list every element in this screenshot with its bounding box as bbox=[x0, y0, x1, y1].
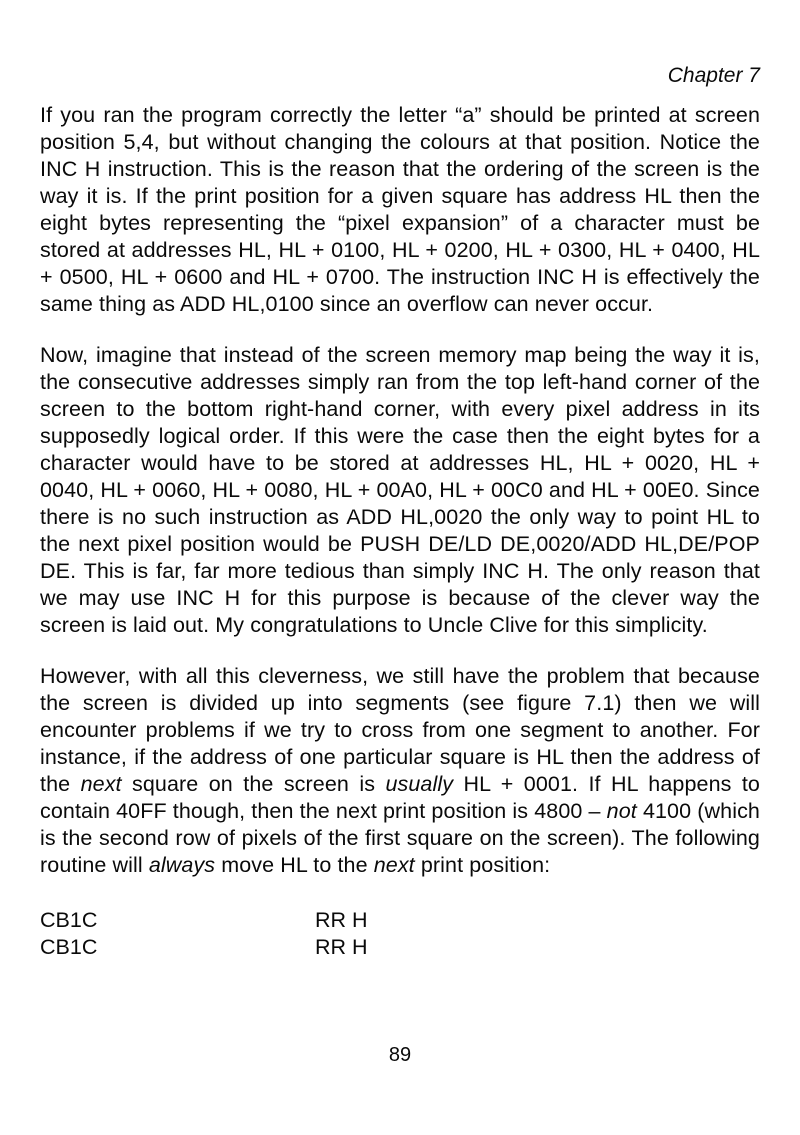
paragraph-3-text: move HL to the bbox=[215, 853, 374, 877]
italic-word-next-2: next bbox=[373, 853, 415, 877]
code-row bbox=[40, 907, 760, 934]
paragraph-3-text: 4100 (which is the second row of pixels of the first square on the screen). The following routine will bbox=[40, 799, 760, 877]
code-row bbox=[40, 934, 760, 961]
opcode-cell: CB1C bbox=[40, 935, 98, 959]
mnemonic-cell: RR H bbox=[315, 935, 368, 959]
italic-word-next-1: next bbox=[80, 772, 122, 796]
paragraph-3-text: square on the screen is bbox=[121, 772, 386, 796]
paragraph-1: If you ran the program correctly the letter “a” should be printed at screen position 5,4, but without changing the colours at that position. Notice the INC H instruction. This is the reason that the ordering of the screen is the way it is. If the print position for a given square has address HL then the eight bytes representing the “pixel expansion” of a character must be stored at addresses HL, HL + 0100, HL + 0200, HL + 0300, HL + 0400, HL + 0500, HL + 0600 and HL + 0700. The instruction INC H is effectively the same thing as ADD HL,0100 since an overflow can never occur. bbox=[40, 103, 760, 316]
paragraph-3 bbox=[40, 663, 760, 879]
page-number: 89 bbox=[388, 1044, 412, 1066]
page-footer bbox=[40, 1042, 760, 1068]
mnemonic-cell: RR H bbox=[315, 908, 368, 932]
italic-word-usually: usually bbox=[385, 772, 454, 796]
paragraph-3-text: HL + 0001. If HL happens to contain 40FF though, then the next print position is 4800 – bbox=[40, 772, 760, 823]
chapter-label: Chapter 7 bbox=[667, 64, 760, 87]
italic-word-not: not bbox=[606, 799, 637, 823]
body-text bbox=[40, 102, 760, 879]
opcode-cell: CB1C bbox=[40, 908, 98, 932]
italic-word-always: always bbox=[148, 853, 216, 877]
paragraph-3-text: However, with all this cleverness, we still have the problem that because the screen is divided up into segments (see figure 7.1) then we will encounter problems if we try to cross from one segment to another. For instance, if the address of one particular square is HL then the address of the bbox=[40, 664, 760, 796]
code-listing bbox=[40, 907, 760, 961]
paragraph-2: Now, imagine that instead of the screen memory map being the way it is, the consecutive addresses simply ran from the top left-hand corner of the screen to the bottom right-hand corner, with every pixel address in its supposedly logical order. If this were the case then the eight bytes for a character would have to be stored at addresses HL, HL + 0020, HL + 0040, HL + 0060, HL + 0080, HL + 00A0, HL + 00C0 and HL + 00E0. Since there is no such instruction as ADD HL,0020 the only way to point HL to the next pixel position would be PUSH DE/LD DE,0020/ADD HL,DE/POP DE. This is far, far more tedious than simply INC H. The only reason that we may use INC H for this purpose is because of the clever way the screen is laid out. My congratulations to Uncle Clive for this simplicity. bbox=[40, 343, 760, 637]
chapter-header bbox=[40, 62, 760, 89]
paragraph-3-text: print position: bbox=[414, 853, 551, 877]
